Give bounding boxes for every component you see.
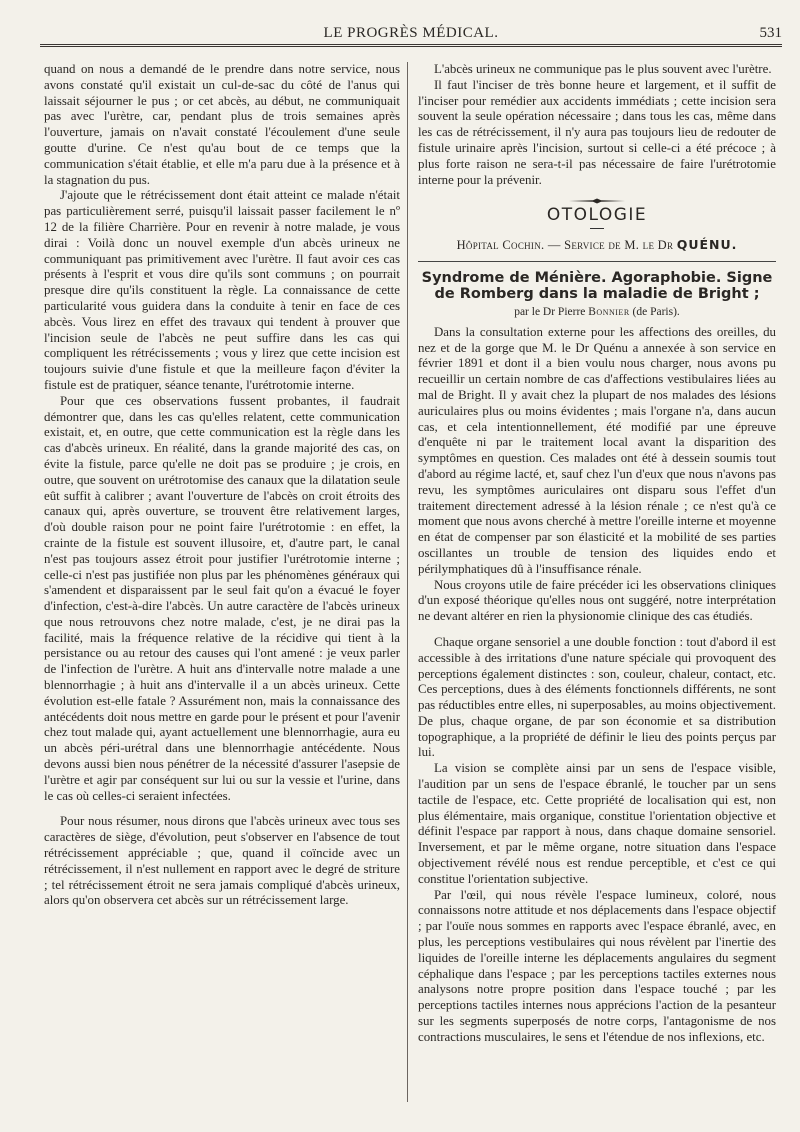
paragraph: J'ajoute que le rétrécissement dont était atteint ce malade n'était pas particulièrement serré, puisqu'il laissait passer facilement le nº 12 de la filière Charrière. Pour en revenir à notre malade, je vous dirai : Voilà donc un nouvel exemple d'un abcès urineux ne communiquant pas primitivement avec l'urètre. Il faut avoir ces cas présents à l'esprit et vous dire qu'ils sont communs ; on pourrait presque dire qu'ils constituent la règle. La connaissance de cette particularité vous guidera dans la conduite à tenir en face de ces abcès. Vous lirez en effet des travaux qui tendent à prouver que l'incision seule de l'abcès ne peut suffire dans les cas qui compliquent les rétrécissements ; vous y lirez que cette incision est toujours suivie d'une fistule et que la meilleure façon d'éviter la fistule est de pratiquer, séance tenante, l'urétrotomie interne. — [44, 188, 400, 392]
column-divider — [407, 62, 408, 1102]
heading-underline — [590, 228, 604, 229]
paragraph: Pour que ces observations fussent probantes, il faudrait démontrer que, dans les cas qu'elles relatent, cette communication existait, et, en outre, que cette communication est la règle dans les cas d'abcès urineux. En réalité, dans la grande majorité des cas, on évite la fistule, parce qu'elle ne doit pas se produire ; je crois, en outre, que souvent on urétrotomise des canaux que la dilatation seule eût suffit à calibrer ; avant l'ouverture de l'abcès on croit étroits des canaux qui, après ouverture, se trouvent être relativement larges, d'où double raison pour ne point faire l'urétrotomie : en effet, la crainte de la fistule est souvent illusoire, et, d'autre part, le canal n'est pas toujours assez étroit pour justifier l'urétrotomie interne ; celle-ci n'est pas justifiée non plus par les phénomènes généraux qui s'amendent et disparaissent par le seul fait qu'on a évacué le foyer d'infection, c'est-à-dire l'abcès. Un autre caractère de l'abcès urineux que nous retrouvons chez notre malade, c'est, je ne dirai pas la facilité, mais la fréquence relative de la récidive qui tient à la persistance ou au retour des causes qui l'ont amené : je veux parler de l'infection de l'urètre. A huit ans d'intervalle notre malade a une blennorrhagie ; à huit ans d'intervalle il a un abcès urineux. Cette évolution est-elle fatale ? Assurément non, mais la connaissance des antécédents doit nous mettre en garde pour le présent et pour l'avenir chez tout malade qui, ayant actuellement une blennorrhagie, aura eu un abcès péri-urétral dans une blennorrhagie antécédente. Nous devons aussi bien nous pénétrer de la nécessité d'assurer l'asepsie de l'urètre et agir par conséquent sur lui ou sur la vessie et l'urine, dans le cas où celles-ci seraient infectées. — [44, 393, 400, 803]
ornament-icon — [567, 197, 627, 205]
article-title: Syndrome de Ménière. Agoraphobie. Signe de Romberg dans la maladie de Bright ; — [421, 269, 773, 302]
divider — [418, 261, 776, 262]
paragraph: Nous croyons utile de faire précéder ici les observations cliniques d'un exposé théorique qu'elles nous ont suggéré, notre interprétation ne devant altérer en rien la physionomie clinique des cas étudiés. — [418, 577, 776, 624]
paragraph: Dans la consultation externe pour les affections des oreilles, du nez et de la gorge que M. le Dr Quénu a annexée à son service en février 1891 et dont il a bien voulu nous charger, nous avons pu recueillir un certain nombre de cas d'affections vestibulaires liées au mal de Bright. Il y avait chez la plupart de nos malades des lésions auriculaires plus ou moins évidentes ; mais l'organe n'a, dans aucun cas, et cela intentionnellement, été modifié par une épreuve d'enquête ni par le traitement local avant la disparition des symptômes en question. Ces malades ont été à dessein soumis tout d'abord au régime lacté, et, sauf chez l'un d'eux que nous n'avons pas revu, les symptômes auriculaires ont disparu sous l'effet d'un traitement directement adressé à la lésion rénale ; ce n'est qu'à ce moment que nous avons cherché à mettre l'oreille interne et moyenne en état de compenser par son élasticité et la mobilité de ses parties oscillantes un trouble de tension des liquides endo et périlymphatiques dû à l'insuffisance rénale. — [418, 324, 776, 576]
paragraph: Pour nous résumer, nous dirons que l'abcès urineux avec tous ses caractères de siège, d'évolution, peut s'observer en l'absence de tout rétrécissement appréciable ; que, quand il coïncide avec un rétrécissement, il n'est nullement en rapport avec le degré de striture ; tel rétrécissement étroit ne sera jamais compliqué d'abcès urineux, alors qu'on observera cet abcès sur un rétrécissement large. — [44, 814, 400, 908]
byline-prefix: par le Dr Pierre — [514, 305, 586, 318]
running-header — [40, 22, 782, 47]
paragraph: La vision se complète ainsi par un sens de l'espace visible, l'audition par un sens de l'espace ébranlé, le toucher par un sens tactile de l'espace, etc. Cette propriété de localisation qui est, non plus élémentaire, mais organique, constitue l'orientation objective et définit l'espace par rapport à nous, dans chaque domaine sensoriel. Inversement, et par le même organe, notre situation dans l'espace objectivement révélé nous est rendue perceptible, et c'est ce qui constitue l'orientation subjective. — [418, 761, 776, 886]
paragraph: quand on nous a demandé de le prendre dans notre service, nous avons constaté qu'il existait un cul-de-sac du côté de l'anus qui laissait séjourner le pus ; or cet abcès, au début, ne communiquait pas avec l'urètre, car, pendant plus de trois semaines après l'ouverture, jamais on n'avait constaté l'écoulement d'une seule goutte d'urine. Ce n'est qu'au bout de ce temps que la communication s'était établie, et elle m'a paru due à la présence et à la stagnation du pus. — [44, 62, 400, 187]
ornamental-rule — [418, 194, 776, 202]
service-prefix: Hôpital Cochin. — Service de M. le Dr — [456, 238, 674, 253]
service-chief: QUÉNU. — [676, 237, 738, 253]
paragraph: Chaque organe sensoriel a une double fonction : tout d'abord il est accessible à des irritations d'une nature spéciale qui provoquent des perceptions également distinctes : son, couleur, chaleur, contact, etc. Ces perceptions, dues à des éléments fonctionnels différents, ne sont pas réductibles entre elles, ni superposables, au moins objectivement. De plus, chaque organe, de par son économie et sa distribution topographique, a la propriété de définir le lieu des points perçus par lui. — [418, 634, 776, 760]
paragraph: Il faut l'inciser de très bonne heure et largement, et il suffit de l'inciser pour remédier aux accidents immédiats ; cette incision sera souvent la seule opération nécessaire ; dans tous les cas, même dans les cas de rétrécissement, il n'y aura pas toujours lieu de redouter de fistule urinaire après l'incision, surtout si celle-ci a été précoce ; à plus forte raison ne sera-t-il pas nécessaire de faire l'urétrotomie interne pour la prévenir. — [418, 77, 776, 187]
byline — [418, 305, 776, 321]
page-number: 531 — [759, 25, 782, 41]
byline-suffix: (de Paris). — [632, 305, 680, 318]
section-heading: OTOLOGIE — [546, 205, 648, 226]
paragraph: L'abcès urineux ne communique pas le plus souvent avec l'urètre. — [434, 62, 772, 76]
right-column — [418, 62, 776, 1046]
paragraph: Par l'œil, qui nous révèle l'espace lumineux, coloré, nous connaissons notre attitude et nos déplacements dans l'espace objectif ; par l'ouïe nous sommes en rapports avec l'espace ébranlé, avec, en plus, les perceptions vestibulaires qui nous révèlent par l'inertie des liquides de l'oreille interne les déplacements angulaires du segment céphalique dans l'espace ; par les perceptions tactiles externes nous analysons notre propre position dans l'espace touché ; par les perceptions tactiles internes nous apprécions l'action de la pesanteur sur les segments superposés de notre corps, l'antagonisme de nos contractions musculaires, le sens et l'étendue de nos inflexions, etc. — [418, 887, 776, 1044]
service-line — [418, 237, 776, 254]
byline-author: Bonnier — [588, 305, 630, 318]
running-title: LE PROGRÈS MÉDICAL. — [323, 25, 499, 41]
left-column — [44, 62, 400, 909]
